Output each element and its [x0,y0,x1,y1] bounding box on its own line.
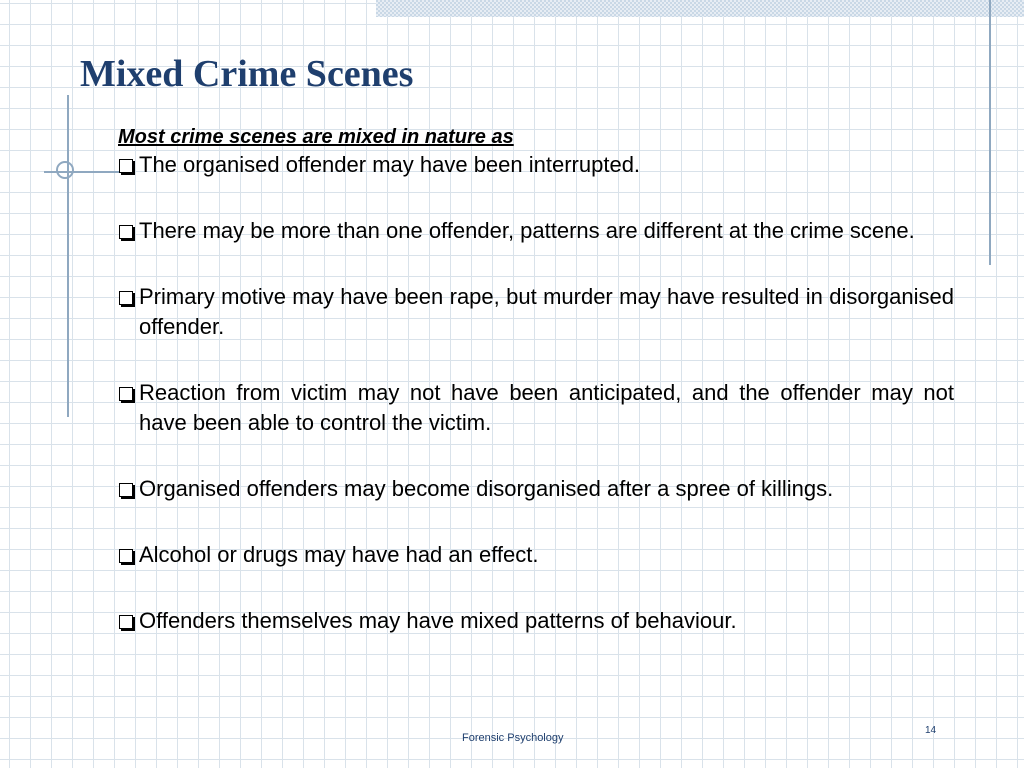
decorative-right-line [989,0,991,265]
square-bullet-icon [119,615,133,629]
bullet-text: The organised offender may have been interrupted. [139,152,641,177]
bullet-item [118,378,954,438]
bullet-text: Organised offenders may become disorganised after a spree of killings. [139,476,834,501]
bullet-text: Reaction from victim may not have been anticipated, and the offender may not have been able to control the victim. [139,380,954,435]
bullet-item [118,606,954,636]
square-bullet-icon [119,549,133,563]
bullet-item [118,216,954,246]
bullet-list [118,150,954,636]
bullet-item [118,150,954,180]
square-bullet-icon [119,483,133,497]
intro-text: Most crime scenes are mixed in nature as [118,126,514,148]
bullet-text: Primary motive may have been rape, but murder may have resulted in disorganised offender. [139,284,954,339]
bullet-text: There may be more than one offender, patterns are different at the crime scene. [139,218,915,243]
bullet-text: Alcohol or drugs may have had an effect. [139,542,539,567]
square-bullet-icon [119,225,133,239]
bullet-item [118,282,954,342]
slide-title: Mixed Crime Scenes [80,53,414,95]
bullet-item [118,540,954,570]
decorative-left-line [67,95,69,417]
slide-content [118,125,954,636]
square-bullet-icon [119,387,133,401]
square-bullet-icon [119,291,133,305]
decorative-crosshair-circle [56,161,74,179]
decorative-top-band [376,0,1024,17]
slide-footer: Forensic Psychology [462,732,564,744]
square-bullet-icon [119,159,133,173]
bullet-text: Offenders themselves may have mixed patterns of behaviour. [139,608,737,633]
bullet-item [118,474,954,504]
page-number: 14 [925,725,937,736]
